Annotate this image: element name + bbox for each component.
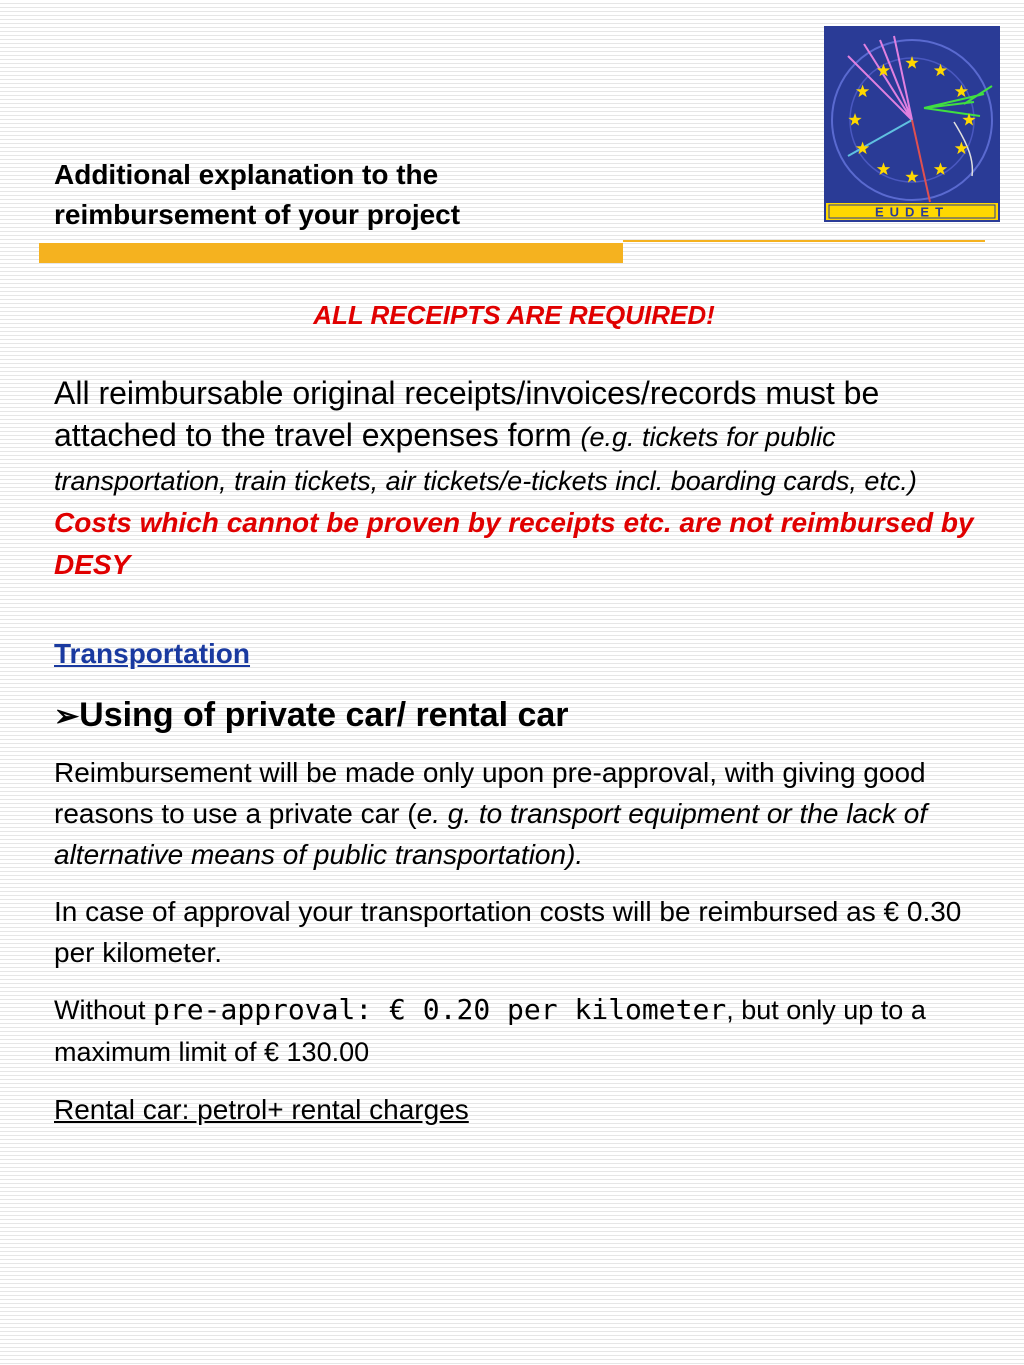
title-line-2: reimbursement of your project <box>54 199 461 230</box>
receipts-warning: ALL RECEIPTS ARE REQUIRED! <box>313 300 715 330</box>
receipts-text: All reimbursable original receipts/invoices/records must be attached to the travel expenses form <box>54 375 880 453</box>
transportation-heading: Transportation <box>54 638 251 669</box>
private-car-heading-text: Using of private car/ rental car <box>79 696 569 734</box>
receipts-paragraph <box>54 372 974 502</box>
pre-approval-paragraph <box>54 752 974 875</box>
unproven-costs-note: Costs which cannot be proven by receipts etc. are not reimbursed by DESY <box>54 507 974 580</box>
pre-approval-text: Reimbursement will be made only upon pre-approval, with giving good reasons to use a private car ( <box>54 757 926 829</box>
header-accent-bar <box>39 243 623 263</box>
logo-text: EUDET <box>874 204 950 220</box>
approved-rate-paragraph: In case of approval your transportation costs will be reimbursed as € 0.30 per kilometer. <box>54 896 962 968</box>
header-accent-line <box>623 240 985 242</box>
unapproved-rate-part3: , but only up to a maximum limit of € 130.00 <box>54 995 926 1067</box>
title-line-1: Additional explanation to the <box>54 159 439 190</box>
receipts-examples: (e.g. tickets for public transportation, train tickets, air tickets/e-tickets incl. boarding cards, etc.) <box>54 422 917 496</box>
private-car-heading <box>54 690 974 742</box>
unapproved-rate-paragraph <box>54 989 974 1073</box>
page-title <box>54 155 460 235</box>
pre-approval-examples: e. g. to transport equipment or the lack of alternative means of public transportation). <box>54 798 928 870</box>
rental-car-paragraph: Rental car: petrol+ rental charges <box>54 1094 469 1125</box>
arrow-right-icon: ➢ <box>54 700 80 733</box>
unapproved-rate-part1: Without <box>54 995 154 1025</box>
unapproved-rate-part2: pre-approval: € 0.20 per kilometer <box>153 993 727 1026</box>
main-content <box>54 294 974 1146</box>
eudet-logo <box>824 26 1000 222</box>
